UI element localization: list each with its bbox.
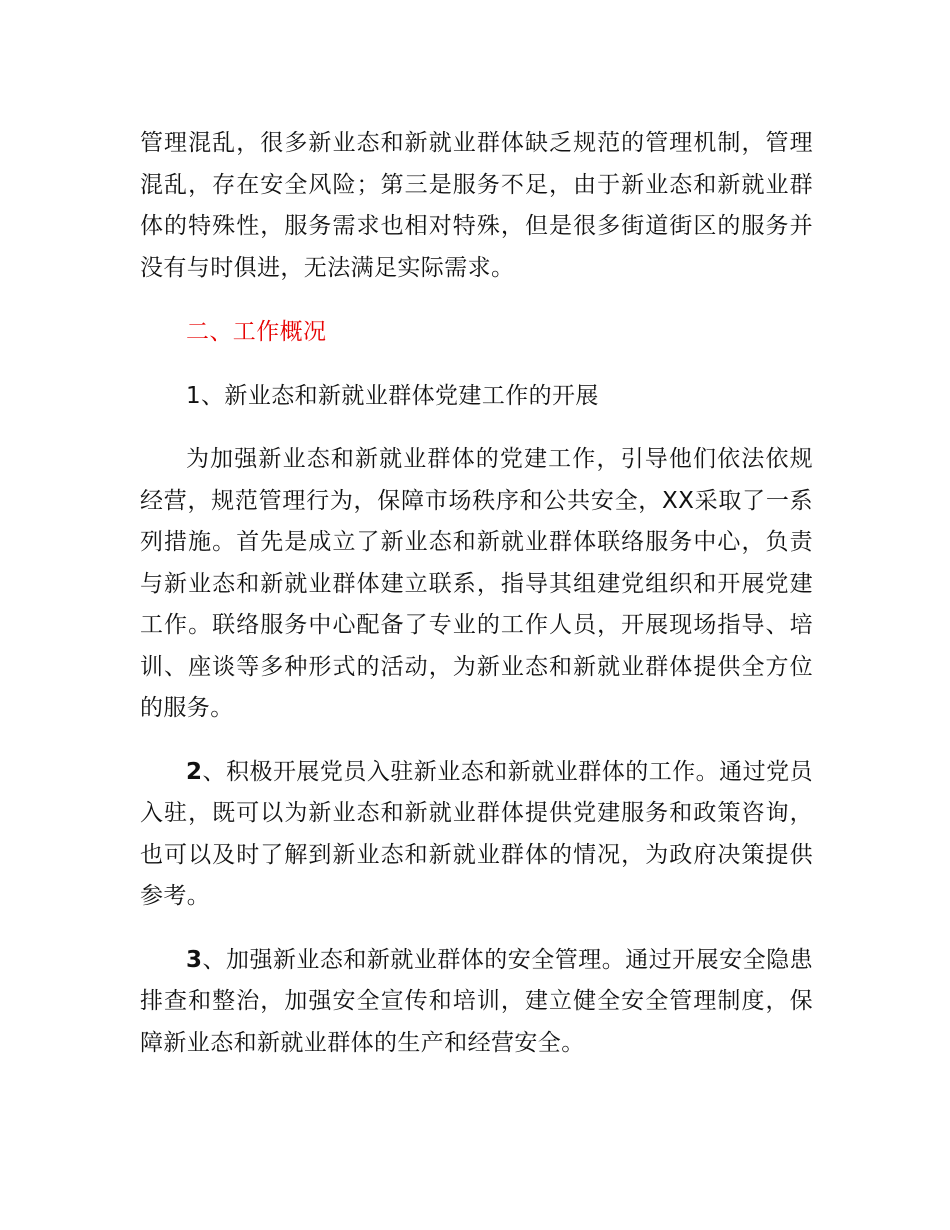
list-item-2 — [140, 752, 813, 918]
section-heading: 二、工作概况 — [186, 319, 327, 345]
paragraph-management-issues: 管理混乱，很多新业态和新就业群体缺乏规范的管理机制，管理混乱，存在安全风险；第三是服务不足，由于新业态和新就业群体的特殊性，服务需求也相对特殊，但是很多街道街区的服务并没有与时俱进，无法满足实际需求。 — [140, 130, 813, 281]
list-item-2-text: 、积极开展党员入驻新业态和新就业群体的工作。通过党员入驻，既可以为新业态和新就业群体提供党建服务和政策咨询，也可以及时了解到新业态和新就业群体的情况，为政府决策提供参考。 — [140, 758, 813, 909]
list-item-3-text: 、加强新业态和新就业群体的安全管理。通过开展安全隐患排查和整治，加强安全宣传和培训，建立健全安全管理制度，保障新业态和新就业群体的生产和经营安全。 — [140, 946, 813, 1056]
subheading-party-building: 1、新业态和新就业群体党建工作的开展 — [186, 382, 599, 409]
list-item-2-number: 2 — [186, 758, 203, 785]
list-item-3 — [140, 940, 813, 1065]
paragraph-measures: 为加强新业态和新就业群体的党建工作，引导他们依法依规经营，规范管理行为，保障市场秩序和公共安全，XX采取了一系列措施。首先是成立了新业态和新就业群体联络服务中心，负责与新业态和新就业群体建立联系，指导其组建党组织和开展党建工作。联络服务中心配备了专业的工作人员，开展现场指导、培训、座谈等多种形式的活动，为新业态和新就业群体提供全方位的服务。 — [140, 446, 813, 721]
list-item-3-number: 3 — [186, 946, 203, 973]
